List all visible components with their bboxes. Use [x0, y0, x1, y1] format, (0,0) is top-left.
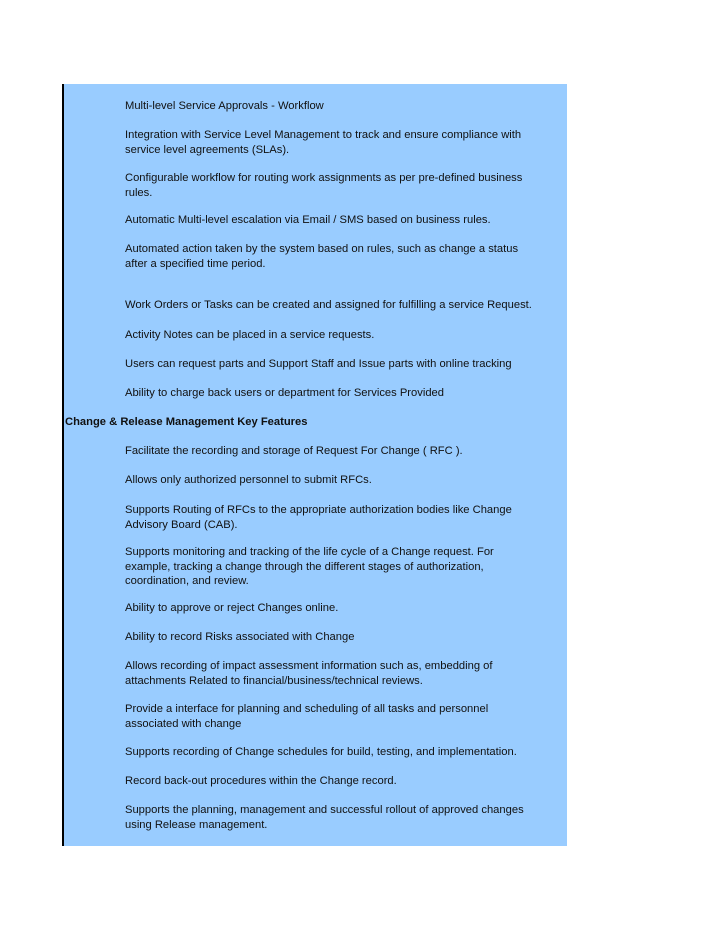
left-border-rule	[62, 84, 64, 846]
feature-item: Ability to charge back users or department for Services Provided	[125, 387, 444, 399]
feature-item: Activity Notes can be placed in a service requests.	[125, 329, 375, 341]
feature-item: Ability to record Risks associated with Change	[125, 631, 355, 643]
section-heading: Change & Release Management Key Features	[65, 416, 308, 428]
feature-item: Allows only authorized personnel to submit RFCs.	[125, 474, 372, 486]
feature-item: Supports the planning, management and successful rollout of approved changes using Release management.	[125, 804, 524, 831]
feature-item: Automated action taken by the system based on rules, such as change a status after a specified time period.	[125, 243, 519, 270]
feature-item: Supports Routing of RFCs to the appropriate authorization bodies like Change Advisory Board (CAB).	[125, 504, 512, 531]
feature-item: Ability to approve or reject Changes online.	[125, 602, 339, 614]
feature-item: Supports recording of Change schedules for build, testing, and implementation.	[125, 746, 517, 758]
feature-item: Work Orders or Tasks can be created and assigned for fulfilling a service Request.	[125, 299, 532, 311]
feature-item: Facilitate the recording and storage of Request For Change ( RFC ).	[125, 445, 463, 457]
feature-item: Configurable workflow for routing work assignments as per pre-defined business rules.	[125, 172, 523, 199]
feature-item: Users can request parts and Support Staff and Issue parts with online tracking	[125, 358, 512, 370]
feature-item: Automatic Multi-level escalation via Email / SMS based on business rules.	[125, 214, 491, 226]
feature-item: Allows recording of impact assessment information such as, embedding of attachments Related to financial/business/technical reviews.	[125, 660, 493, 687]
feature-item: Multi-level Service Approvals - Workflow	[125, 100, 324, 112]
feature-item: Provide a interface for planning and scheduling of all tasks and personnel associated with change	[125, 703, 489, 730]
feature-item: Integration with Service Level Management to track and ensure compliance with service level agreements (SLAs).	[125, 129, 522, 156]
feature-item: Supports monitoring and tracking of the life cycle of a Change request. For example, tracking a change through the different stages of authorization, coordination, and review.	[125, 546, 494, 587]
feature-item: Record back-out procedures within the Change record.	[125, 775, 397, 787]
